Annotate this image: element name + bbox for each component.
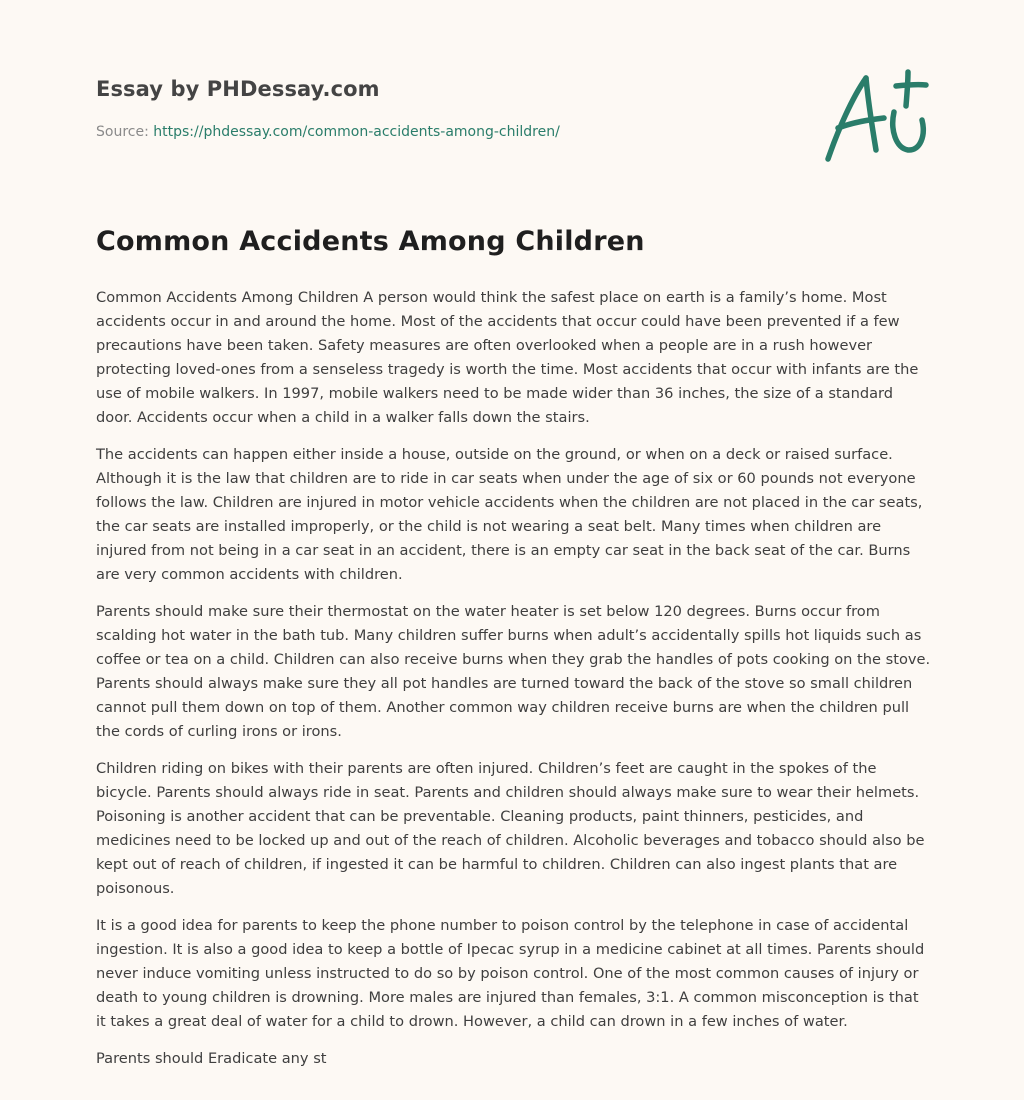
a-plus-logo-icon — [816, 64, 932, 168]
paragraph: Parents should Eradicate any st — [96, 1050, 327, 1067]
essay-body — [96, 286, 932, 1084]
paragraph: Common Accidents Among Children A person would think the safest place on earth is a family’s home. Most accidents occur in and around the home. Most of the accidents that occur could have been prevented if a few precautions have been taken. Safety measures are often overlooked when a people are in a rush however protecting loved-ones from a senseless tragedy is worth the time. Most accidents that occur with infants are the use of mobile walkers. In 1997, mobile walkers need to be made wider than 36 inches, the size of a standard door. Accidents occur when a child in a walker falls down the stairs. — [96, 289, 919, 426]
source-label: Source: — [96, 124, 154, 140]
source-line — [96, 124, 560, 140]
essay-title: Common Accidents Among Children — [96, 226, 645, 257]
paragraph: Children riding on bikes with their parents are often injured. Children’s feet are caught in the spokes of the bicycle. Parents should always ride in seat. Parents and children should always make sure to wear their helmets. Poisoning is another accident that can be preventable. Cleaning products, paint thinners, pesticides, and medicines need to be locked up and out of the reach of children. Alcoholic beverages and tobacco should also be kept out of reach of children, if ingested it can be harmful to children. Children can also ingest plants that are poisonous. — [96, 760, 925, 897]
paragraph: It is a good idea for parents to keep the phone number to poison control by the telephone in case of accidental ingestion. It is also a good idea to keep a bottle of Ipecac syrup in a medicine cabinet at all times. Parents should never induce vomiting unless instructed to do so by poison control. One of the most common causes of injury or death to young children is drowning. More males are injured than females, 3:1. A common misconception is that it takes a great deal of water for a child to drown. However, a child can drown in a few inches of water. — [96, 917, 925, 1030]
site-brand: Essay by PHDessay.com — [96, 77, 380, 101]
source-link[interactable]: https://phdessay.com/common-accidents-among-children/ — [153, 124, 560, 140]
paragraph: The accidents can happen either inside a house, outside on the ground, or when on a deck or raised surface. Although it is the law that children are to ride in car seats when under the age of six or 60 pounds not everyone follows the law. Children are injured in motor vehicle accidents when the children are not placed in the car seats, the car seats are installed improperly, or the child is not wearing a seat belt. Many times when children are injured from not being in a car seat in an accident, there is an empty car seat in the back seat of the car. Burns are very common accidents with children. — [96, 446, 923, 583]
paragraph: Parents should make sure their thermostat on the water heater is set below 120 degrees. Burns occur from scalding hot water in the bath tub. Many children suffer burns when adult’s accidentally spills hot liquids such as coffee or tea on a child. Children can also receive burns when they grab the handles of pots cooking on the stove. Parents should always make sure they all pot handles are turned toward the back of the stove so small children cannot pull them down on top of them. Another common way children receive burns are when the children pull the cords of curling irons or irons. — [96, 603, 931, 740]
